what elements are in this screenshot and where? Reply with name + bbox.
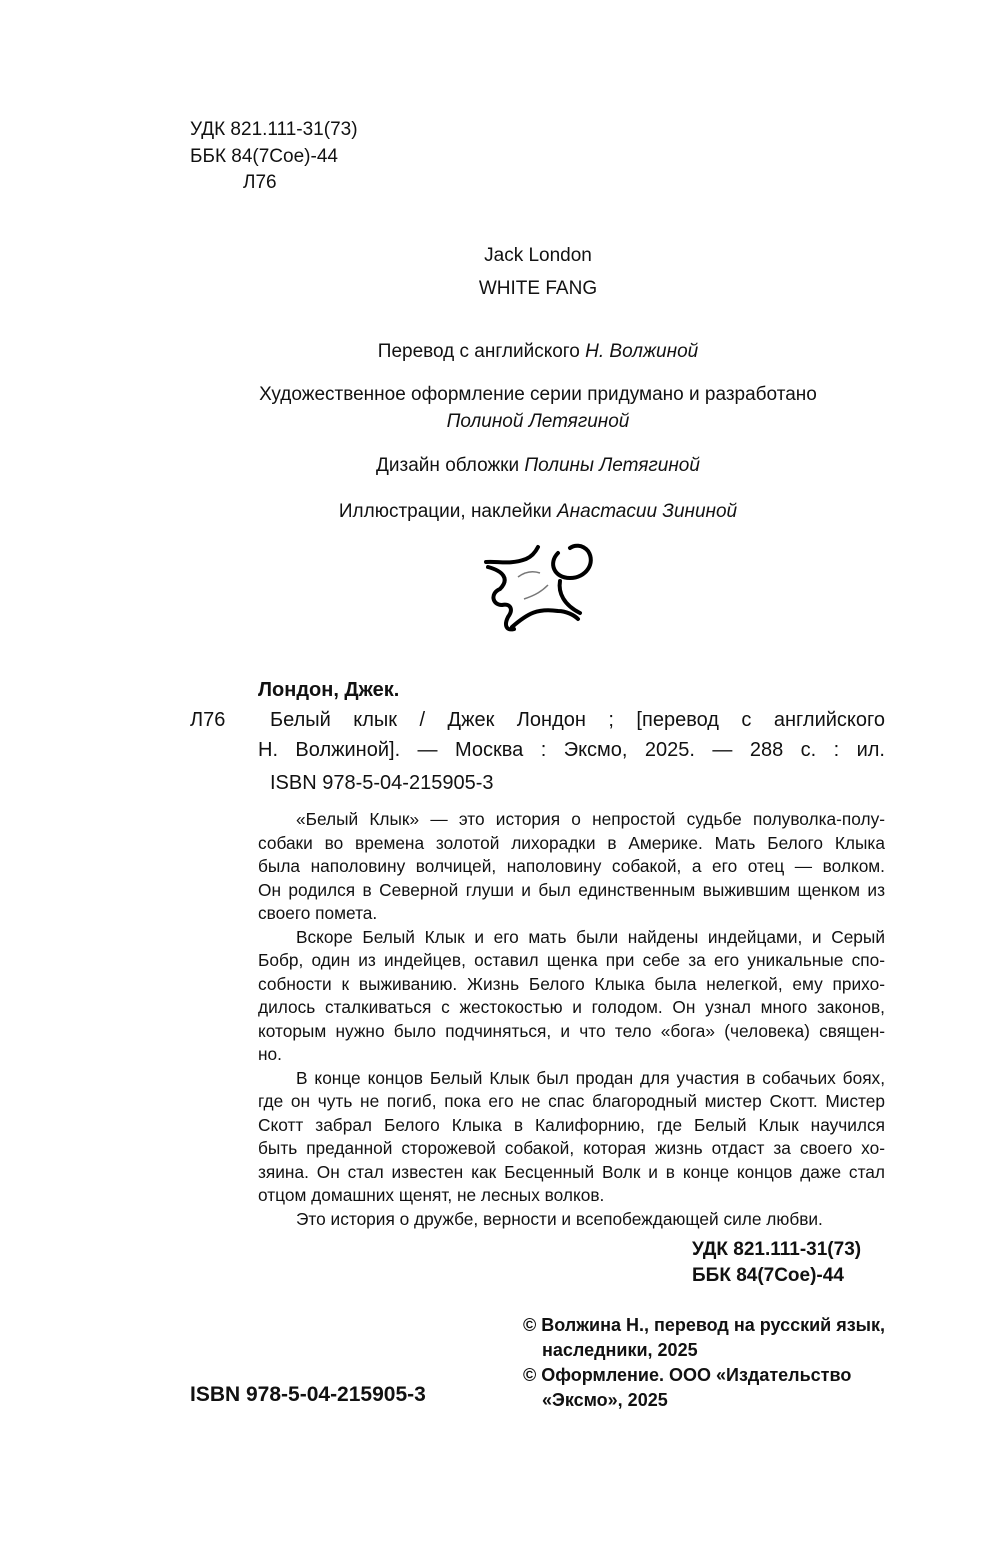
cover-credit: [0, 454, 1000, 478]
bbk-code: ББК 84(7Сое)-44: [190, 146, 338, 167]
annotation-line: собности к выживанию. Жизнь Белого Клыка была нелегкой, ему прихо-: [258, 973, 885, 994]
author-mark: Л76: [243, 172, 277, 193]
annotation-line: была наполовину волчицей, наполовину собакой, а его отец — волком.: [258, 856, 885, 876]
series-credit-name: Полиной Летягиной: [446, 411, 630, 432]
annotation-line: которым нужно было подчиняться, и что тело «бога» (человека) священ-: [258, 1020, 885, 1041]
annotation-line: дилось сталкиваться с жестокостью и голодом. Он узнал много законов,: [258, 997, 885, 1017]
annotation-line: своего помета.: [258, 903, 378, 923]
record-line-2: Н. Волжиной]. — Москва : Эксмо, 2025. — 288 с. : ил.: [258, 739, 885, 761]
annotation-line: Бобр, один из индейцев, оставил щенка при себе за его уникальные спо-: [258, 950, 885, 970]
label: Дизайн обложки: [376, 455, 520, 476]
illustration-credit: [0, 500, 1000, 524]
annotation-line: Это история о дружбе, верности и всепобеждающей силе любви.: [296, 1208, 823, 1229]
record-line-1: Белый клык / Джек Лондон ; [перевод с английского: [270, 709, 885, 731]
series-credit: Художественное оформление серии придумано и разработано: [259, 384, 817, 405]
annotation-line: отцом домашних щенят, не лесных волков.: [258, 1185, 605, 1205]
annotation-line: «Белый Клык» — это история о непростой судьбе полуволка-полу-: [296, 809, 885, 829]
name: Н. Волжиной: [585, 341, 699, 362]
annotation-line: Вскоре Белый Клык и его мать были найдены индейцами, и Серый: [296, 926, 885, 947]
record-mark: Л76: [190, 709, 226, 731]
publisher-logo-icon: [478, 543, 608, 643]
label: Иллюстрации, наклейки: [338, 501, 552, 522]
footer-bbk: ББК 84(7Сое)-44: [692, 1265, 844, 1286]
footer-isbn: ISBN 978-5-04-215905-3: [190, 1383, 426, 1406]
record-heading: Лондон, Джек.: [258, 679, 400, 701]
annotation-line: Он родился в Северной глуши и был единственным выжившим щенком из: [258, 879, 885, 900]
copyright-line: наследники, 2025: [542, 1340, 698, 1360]
name: Анастасии Зининой: [557, 501, 738, 522]
record-isbn: ISBN 978-5-04-215905-3: [270, 772, 494, 794]
footer-udk: УДК 821.111-31(73): [692, 1239, 862, 1260]
annotation-line: В конце концов Белый Клык был продан для участия в собачьих боях,: [296, 1067, 885, 1088]
annotation-line: собаки во времена золотой лихорадки в Америке. Мать Белого Клыка: [258, 832, 885, 853]
annotation-line: где он чуть не погиб, пока его не спас благородный мистер Скотт. Мистер: [258, 1091, 885, 1111]
annotation-line: Скотт забрал Белого Клыка в Калифорнию, где Белый Клык научился: [258, 1114, 885, 1135]
copyright-line: «Эксмо», 2025: [542, 1390, 668, 1410]
original-author: Jack London: [484, 245, 592, 266]
udk-code: УДК 821.111-31(73): [190, 119, 358, 140]
annotation-line: но.: [258, 1044, 282, 1064]
annotation: [258, 808, 885, 1231]
annotation-line: зяина. Он стал известен как Бесценный Волк и в конце концов даже стал: [258, 1161, 885, 1182]
copyright-line: © Оформление. ООО «Издательство: [523, 1365, 852, 1385]
label: Перевод с английского: [377, 341, 580, 362]
annotation-line: быть преданной сторожевой собакой, которая жизнь отдаст за своего хо-: [258, 1138, 885, 1158]
original-title: WHITE FANG: [478, 278, 598, 299]
copyright-line: © Волжина Н., перевод на русский язык,: [523, 1315, 886, 1335]
name: Полины Летягиной: [524, 455, 700, 476]
translation-credit: [0, 340, 1000, 364]
